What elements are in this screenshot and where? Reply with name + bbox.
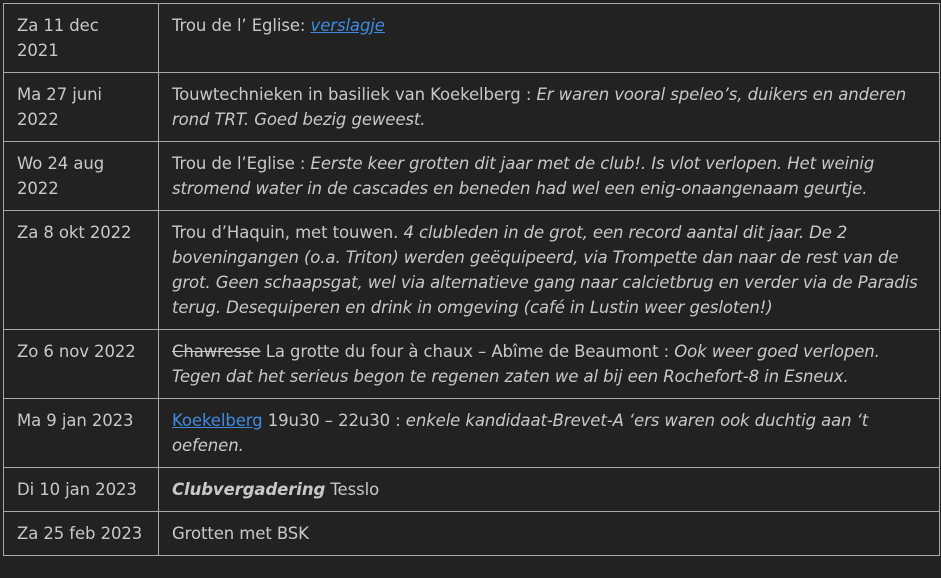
event-description [159,211,940,330]
table-row [4,4,940,73]
event-note: 4 clubleden in de grot, een record aantal dit jaar. De 2 boveningangen (o.a. Triton) werden geëquipeerd, via Trompette dan naar de rest van de grot. Geen schaapsgat, wel via alternatieve gang naar calcietbrug en verder via de Paradis terug. Desequiperen en drink in omgeving (café in Lustin weer gesloten!) [172,223,918,317]
table-row [4,468,940,512]
table-row [4,73,940,142]
event-note: enkele kandidaat-Brevet-A ‘ers waren ook duchtig aan ‘t oefenen. [172,411,869,455]
event-place: Trou de l’Eglise : [172,154,311,173]
event-date: Ma 9 jan 2023 [4,399,159,468]
koekelberg-link[interactable]: Koekelberg [172,411,263,430]
event-title: Clubvergadering [172,480,326,499]
event-date: Di 10 jan 2023 [4,468,159,512]
event-description [159,512,940,556]
event-date: Za 11 dec 2021 [4,4,159,73]
table-row [4,211,940,330]
event-note: Ook weer goed verlopen. Tegen dat het serieus begon te regenen zaten we al bij een Rochefort-8 in Esneux. [172,342,880,386]
table-row [4,142,940,211]
event-place: Touwtechnieken in basiliek van Koekelberg : [172,85,537,104]
event-place: Trou de l’ Eglise: [172,16,311,35]
event-description [159,73,940,142]
event-note: Er waren vooral speleo’s, duikers en anderen rond TRT. Goed bezig geweest. [172,85,907,129]
table-row [4,399,940,468]
event-place: La grotte du four à chaux – Abîme de Beaumont : [260,342,675,361]
event-place: Trou d’Haquin, met touwen. [172,223,404,242]
event-date: Zo 6 nov 2022 [4,330,159,399]
event-place: Grotten met BSK [172,524,309,543]
event-date: Wo 24 aug 2022 [4,142,159,211]
event-note: Eerste keer grotten dit jaar met de club!. Is vlot verlopen. Het weinig stromend water in de cascades en beneden had wel een enig-onaangenaam geurtje. [172,154,875,198]
event-date: Za 25 feb 2023 [4,512,159,556]
event-time: 19u30 – 22u30 : [262,411,406,430]
event-place: Tesslo [325,480,380,499]
events-table [3,3,940,556]
table-row [4,330,940,399]
report-link[interactable]: verslagje [310,16,385,35]
event-description [159,142,940,211]
event-date: Ma 27 juni 2022 [4,73,159,142]
event-description [159,468,940,512]
struck-place: Chawresse [172,342,261,361]
table-row [4,512,940,556]
event-date: Za 8 okt 2022 [4,211,159,330]
event-description [159,399,940,468]
event-description [159,330,940,399]
event-description [159,4,940,73]
